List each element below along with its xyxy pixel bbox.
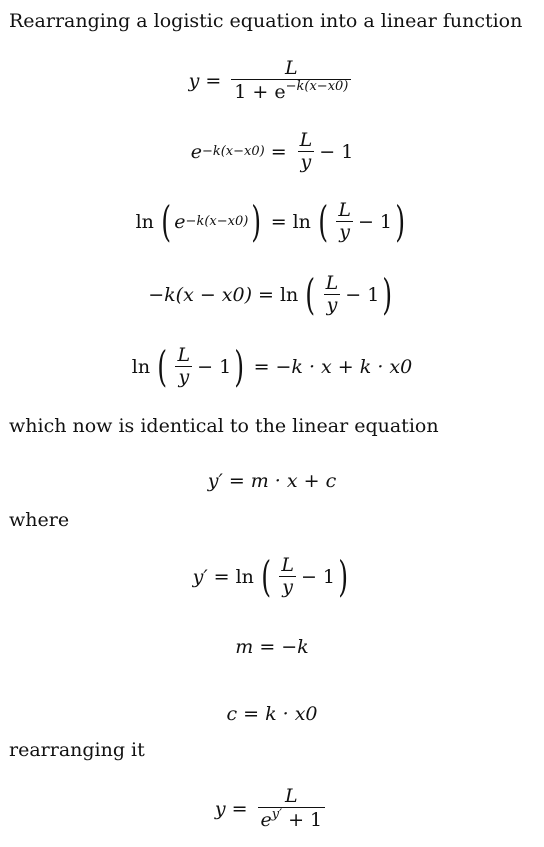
eq10-denominator [258,807,326,832]
eq3-numerator: L [338,199,351,221]
eq1-numerator: L [285,57,298,79]
eq4-ln: ln [279,283,299,306]
eq3-tail: − 1 [357,210,393,233]
eq9-equals: = [243,703,260,725]
eq2-tail: − 1 [319,140,354,163]
eq10-numerator: L [285,785,298,807]
eq7-lhs: y′ [192,565,208,588]
eq1-denominator [231,79,351,104]
eq5-denominator: y [175,366,192,389]
eq10-den-exponent: y′ [271,806,283,822]
eq3-ln-right: ln [292,210,311,233]
eq2-base: e [190,140,202,163]
eq5-numerator: L [177,344,191,366]
eq3-base: e [174,210,186,233]
eq10-fraction [258,786,326,832]
eq5-equals: = [253,355,270,378]
eq2-equals: = [270,140,287,163]
equation-m [0,636,544,658]
eq4-paren-open: ( [305,269,316,319]
eq9-lhs: c [226,703,238,725]
equation-exponential [0,130,544,174]
eq9-rhs: k · x0 [265,703,318,725]
eq2-numerator: L [299,129,313,151]
eq4-lhs: −k(x − x0) [148,283,253,306]
equation-final-linear [0,341,544,391]
eq7-tail: − 1 [300,565,335,588]
eq8-equals: = [259,636,276,658]
equation-linearized [0,269,544,319]
eq10-den-base: e [260,808,272,831]
eq3-paren-open-2: ( [318,196,329,246]
eq5-paren-open: ( [157,341,168,391]
eq1-lhs: y [188,69,200,92]
eq1-den-base: 1 + e [234,80,286,103]
eq7-denominator: y [279,576,296,599]
eq1-fraction [231,58,351,104]
where-text: where [9,509,70,531]
which-now-text: which now is identical to the linear equation [9,415,439,437]
equation-c [0,703,544,725]
eq7-fraction [278,555,297,599]
equation-logistic [0,58,544,104]
eq3-exponent: −k(x−x0) [185,214,249,230]
eq10-equals: = [231,797,248,820]
eq4-paren-close: ) [382,269,393,319]
rearranging-text: rearranging it [9,739,145,761]
eq7-paren-close: ) [338,551,349,601]
eq2-denominator: y [298,151,315,174]
eq7-ln: ln [235,565,254,588]
eq3-fraction [335,200,354,244]
eq3-paren-open: ( [161,196,172,246]
eq4-denominator: y [324,294,341,317]
eq5-fraction [175,345,194,389]
eq4-numerator: L [325,272,339,294]
eq1-equals: = [205,69,222,92]
eq4-tail: − 1 [345,283,380,306]
eq7-paren-open: ( [261,551,272,601]
eq3-ln-left: ln [135,210,154,233]
eq5-tail: − 1 [197,355,232,378]
eq4-equals: = [258,283,274,306]
equation-inverse [0,786,544,832]
eq3-paren-close-2: ) [395,196,406,246]
eq8-lhs: m [235,636,254,658]
eq4-fraction [323,273,342,317]
equation-linear-form [0,470,544,492]
eq2-fraction [297,130,316,174]
equation-log-both [0,196,544,246]
eq5-ln: ln [131,355,151,378]
eq5-paren-close: ) [234,341,245,391]
eq3-equals: = [270,210,287,233]
eq6-lhs: y′ [207,470,223,492]
equation-y-prime [0,551,544,601]
eq3-denominator: y [336,221,353,244]
eq2-exponent: −k(x−x0) [201,144,265,160]
eq10-lhs: y [214,797,226,820]
eq3-paren-close: ) [251,196,262,246]
eq7-numerator: L [281,554,294,576]
eq6-equals: = [228,470,245,492]
heading-text: Rearranging a logistic equation into a linear function [9,10,523,32]
eq8-rhs: −k [281,636,309,658]
eq5-rhs: −k · x + k · x0 [275,355,413,378]
eq10-den-tail: + 1 [288,808,323,831]
eq7-equals: = [213,565,230,588]
eq1-den-exponent: −k(x−x0) [285,78,349,94]
eq6-rhs: m · x + c [250,470,337,492]
